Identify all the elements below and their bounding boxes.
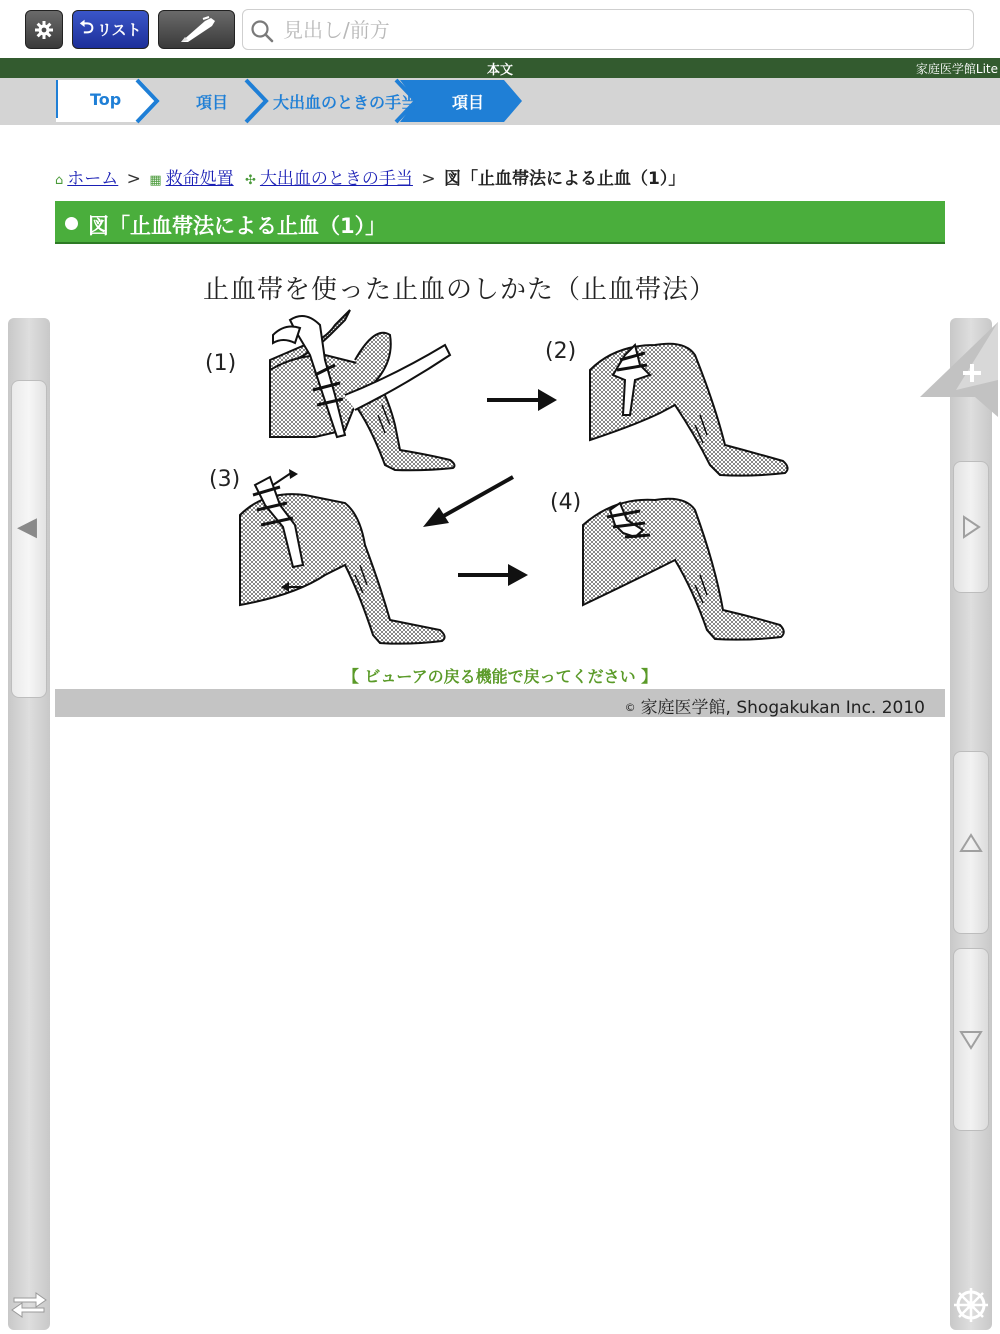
path-home-link[interactable]: ホーム	[67, 169, 119, 189]
copyright-symbol: ©	[624, 701, 636, 714]
search-icon	[249, 18, 275, 44]
right-triangle-icon	[961, 515, 981, 539]
app-name: 家庭医学館Lite	[915, 62, 998, 76]
list-button[interactable]	[72, 10, 149, 49]
left-rail	[8, 318, 50, 1330]
pen-button[interactable]	[158, 10, 235, 49]
figure-illustration	[195, 265, 805, 655]
arrow-right-2	[458, 564, 528, 586]
path-separator: >	[421, 169, 436, 189]
right-rail	[950, 318, 992, 1330]
bullet-icon	[65, 217, 78, 230]
breadcrumb-current[interactable]: 項目	[452, 93, 485, 112]
step-label-1: (1)	[205, 351, 237, 376]
panel-1	[270, 310, 454, 470]
copyright-text: 家庭医学館, Shogakukan Inc. 2010	[640, 698, 925, 718]
figure	[195, 265, 805, 655]
path-current: 図「止血帯法による止血（1）」	[444, 169, 686, 189]
figure-title: 止血帯を使った止血のしかた（止血帯法）	[203, 275, 717, 305]
down-triangle-icon	[959, 1030, 983, 1050]
panel-4	[583, 499, 784, 640]
path-separator: >	[126, 169, 141, 189]
swap-arrows-icon[interactable]	[10, 1288, 48, 1320]
copyright-bar	[55, 689, 945, 717]
search-box[interactable]	[242, 9, 974, 50]
return-arrow-icon: ⮌	[79, 16, 94, 38]
search-input[interactable]	[283, 14, 963, 46]
add-bookmark-button[interactable]	[920, 322, 1000, 427]
next-page-button[interactable]	[953, 461, 989, 593]
arrow-right-1	[487, 389, 557, 411]
breadcrumb	[0, 78, 1000, 125]
breadcrumb-article[interactable]: 大出血のときの手当	[273, 93, 418, 112]
breadcrumb-item[interactable]: 項目	[196, 93, 229, 112]
list-button-label: リスト	[96, 21, 142, 39]
settings-button[interactable]	[25, 10, 63, 49]
panel-2	[590, 344, 788, 476]
cross-icon: ✣	[245, 173, 256, 188]
breadcrumb-top[interactable]: Top	[90, 90, 122, 109]
section-heading-text: 図「止血帯法による止血（1）」	[88, 214, 387, 238]
home-icon: ⌂	[55, 173, 64, 188]
toolbar	[0, 0, 1000, 58]
path-nav	[55, 164, 685, 189]
scroll-up-button[interactable]	[953, 751, 989, 934]
step-label-4: (4)	[550, 490, 582, 515]
step-label-3: (3)	[209, 467, 241, 492]
grid-icon: ▦	[149, 173, 162, 188]
left-triangle-icon[interactable]: ◀	[17, 512, 37, 542]
step-label-2: (2)	[545, 339, 577, 364]
pen-icon	[175, 15, 219, 45]
gear-icon	[34, 20, 54, 40]
panel-3	[240, 469, 445, 644]
wheel-icon[interactable]	[952, 1286, 990, 1324]
up-triangle-icon	[959, 833, 983, 853]
section-heading	[55, 201, 945, 244]
back-instruction: 【 ビューアの戻る機能で戻ってください 】	[342, 667, 658, 686]
path-article-link[interactable]: 大出血のときの手当	[259, 169, 413, 189]
scroll-down-button[interactable]	[953, 948, 989, 1131]
title-bar	[0, 58, 1000, 78]
path-category-link[interactable]: 救命処置	[165, 169, 234, 189]
page-title: 本文	[486, 63, 513, 78]
arrow-diagonal	[423, 477, 513, 527]
